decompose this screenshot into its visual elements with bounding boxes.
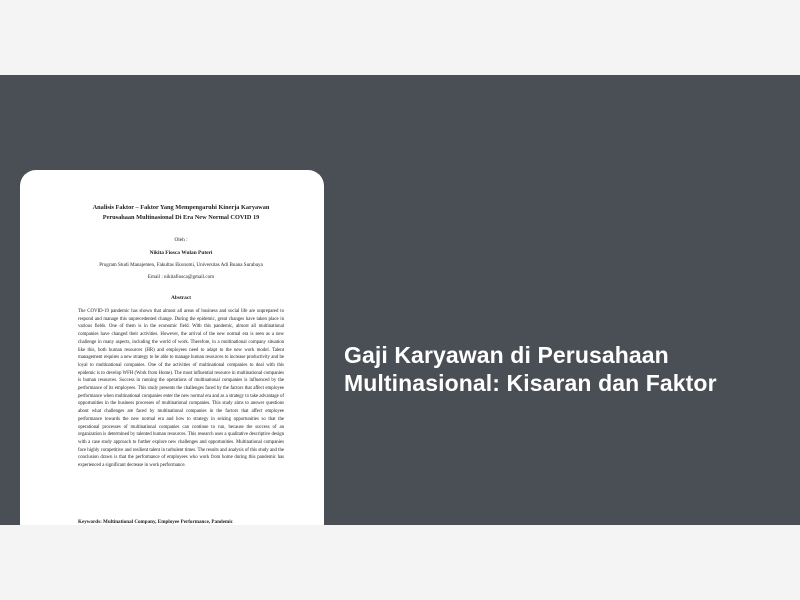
top-margin [0, 0, 800, 75]
document-oleh: Oleh : [174, 237, 188, 243]
document-title: Analisis Faktor – Faktor Yang Mempengaruhi Kinerja Karyawan Perusahaan Multinasional Di Era New Normal COVID 19 [92, 204, 270, 221]
abstract-heading: Abstract [170, 295, 192, 301]
document-thumbnail[interactable] [20, 170, 324, 580]
abstract-body: The COVID-19 pandemic has shown that almost all areas of business and social life are unprepared to respond and manage this unprecedented change. During the epidemic, great changes have taken place in various fields. One of them is in the economic field. With this pandemic, almost all multinational companies have changed their activities. However, the arrival of the new normal era is seen as a new challenge in many aspects, including the world of work. Therefore, in a multinational company situation like this, both human resources (HR) and employees need to adapt to the new work model. Talent management requires a new strategy to be able to manage human resources to increase productivity and be loyal to multinational companies. One of the activities of multinational companies to deal with this epidemic is to develop WFH (Work from Home). The most influential resource in multinational companies is human resources. Success in running the operations of multinational companies is influenced by the performance of its employees. This study presents the challenges faced by the factors that affect employee performance when multinational companies enter the new normal era and as a strategy to take advantage of opportunities in the business processes of multinational companies. This study aims to answer questions about what challenges are faced by multinational companies in the factors that affect employee performance towards the new normal era and how to strategy in seizing opportunities so that the operational processes of multinational companies can continue to run, because the success of an organization is determined by talented human resources. This research uses a qualitative descriptive design with a case study approach to further explore new challenges and opportunities. Multinational companies face highly competitive and resilient talent in turbulent times. The results and analysis of this study and the conclusion drawn is that the performance of employees who work from home during this pandemic has experienced a significant decrease in work performance. [78, 309, 284, 469]
bottom-margin [0, 525, 800, 600]
document-author: Nikita Fiosca Wulan Puteri [149, 250, 213, 256]
featured-banner[interactable] [0, 75, 800, 525]
document-page [78, 203, 284, 526]
article-headline[interactable]: Gaji Karyawan di Perusahaan Multinasional: Kisaran dan Faktor [344, 342, 717, 396]
document-email: Email : nikitafiosca@gmail.com [147, 274, 215, 280]
document-keywords: Keywords: Multinational Company, Employee Performance, Pandemic [78, 519, 233, 525]
document-affiliation: Program Studi Manajemen, Fakultas Ekonomi, Universitas Adi Buana Surabaya [99, 262, 263, 268]
